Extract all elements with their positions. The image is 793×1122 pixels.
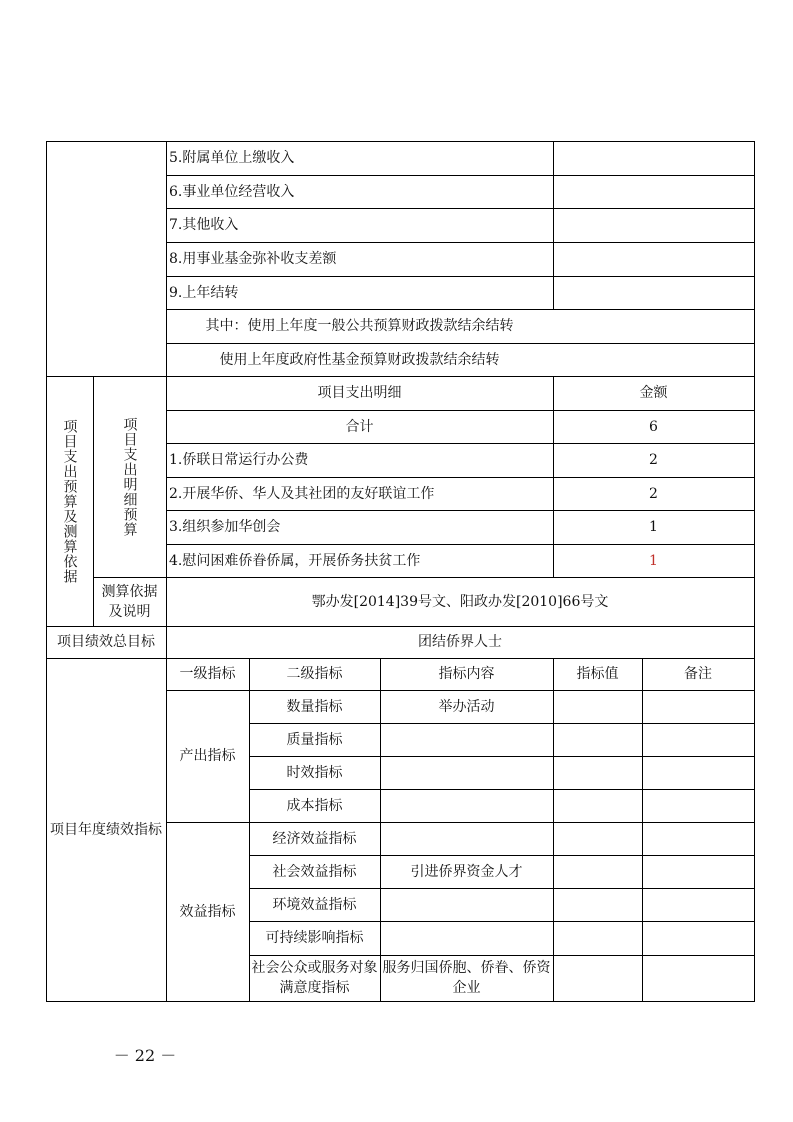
- expenditure-item-amount: 2: [649, 452, 658, 468]
- output-indicator-name: 时效指标: [286, 764, 343, 781]
- table-rule: [249, 955, 755, 956]
- indicator-header: 一级指标: [179, 666, 236, 682]
- table-rule: [166, 276, 755, 277]
- expenditure-item-name: 1.侨联日常运行办公费: [169, 452, 309, 468]
- table-rule: [642, 658, 643, 1002]
- table-rule: [249, 921, 755, 922]
- expenditure-item-amount: 1: [649, 552, 658, 569]
- indicator-header: 指标值: [576, 666, 619, 682]
- revenue-item-label: 8.用事业基金弥补收支差额: [169, 251, 337, 267]
- indicator-header: 指标内容: [438, 666, 495, 682]
- expenditure-item-name: 2.开展华侨、华人及其社团的友好联谊工作: [169, 485, 435, 502]
- benefit-indicator-content: [380, 921, 553, 955]
- goal-text: 团结侨界人士: [418, 634, 502, 650]
- expenditure-header-item: 项目支出明细: [317, 385, 402, 401]
- benefit-indicator-name: 社会公众或服务对象满意度指标: [251, 960, 378, 996]
- benefit-indicator-content: 服务归国侨胞、侨眷、侨资企业: [382, 960, 551, 996]
- expenditure-detail-label: 项目支出明细预算: [121, 416, 138, 537]
- table-rule: [249, 855, 755, 856]
- basis-label: 测算依据及说明: [101, 583, 158, 620]
- output-indicator-content: [380, 789, 553, 822]
- output-indicator-content: [380, 723, 553, 756]
- table-rule: [93, 376, 94, 627]
- output-indicator-name: 成本指标: [286, 797, 343, 814]
- benefit-indicator-content: [380, 822, 553, 855]
- revenue-item-label: 6.事业单位经营收入: [169, 183, 295, 200]
- carryover-line1: 其中：使用上年度一般公共预算财政拨款结余结转: [205, 318, 514, 334]
- table-rule: [166, 175, 755, 176]
- expenditure-total-amount: 6: [649, 418, 658, 435]
- expenditure-item-amount: 1: [649, 519, 658, 535]
- revenue-item-label: 5.附属单位上缴收入: [169, 150, 295, 166]
- indicator-header: 备注: [684, 666, 712, 682]
- table-rule: [249, 789, 755, 790]
- indicator-section-label: 项目年度绩效指标: [50, 821, 162, 838]
- expenditure-section-label: 项目支出预算及测算依据: [61, 418, 78, 584]
- benefit-indicator-content: [380, 888, 553, 921]
- table-rule: [249, 888, 755, 889]
- benefit-indicator-name: 经济效益指标: [272, 830, 357, 847]
- expenditure-total-label: 合计: [345, 418, 374, 435]
- benefit-indicator-content: 引进侨界资金人才: [410, 863, 523, 880]
- table-rule: [553, 141, 554, 310]
- output-indicator-name: 质量指标: [286, 731, 343, 748]
- expenditure-item-name: 4.慰问困难侨眷侨属，开展侨务扶贫工作: [169, 552, 421, 569]
- expenditure-item-name: 3.组织参加华创会: [169, 519, 281, 535]
- output-indicator-name: 数量指标: [286, 698, 343, 715]
- table-rule: [249, 723, 755, 724]
- page-number: － 22 －: [113, 1046, 177, 1065]
- basis-text: 鄂办发[2014]39号文、阳政办发[2010]66号文: [311, 593, 609, 610]
- output-indicator-content: [380, 756, 553, 789]
- expenditure-item-amount: 2: [649, 485, 658, 502]
- benefit-indicator-name: 可持续影响指标: [265, 930, 364, 946]
- table-rule: [166, 141, 755, 142]
- benefit-indicator-name: 环境效益指标: [272, 896, 357, 913]
- table-rule: [166, 242, 755, 243]
- table-rule: [249, 756, 755, 757]
- benefit-group-label: 效益指标: [179, 903, 236, 920]
- goal-label: 项目绩效总目标: [57, 634, 155, 650]
- revenue-item-label: 9.上年结转: [169, 284, 239, 301]
- output-indicator-content: 举办活动: [438, 698, 495, 715]
- table-rule: [166, 208, 755, 209]
- benefit-indicator-name: 社会效益指标: [272, 863, 357, 880]
- indicator-header: 二级指标: [286, 666, 343, 682]
- output-group-label: 产出指标: [179, 748, 236, 764]
- expenditure-header-amount: 金额: [639, 385, 668, 401]
- revenue-item-label: 7.其他收入: [169, 217, 239, 233]
- carryover-line2: 使用上年度政府性基金预算财政拨款结余结转: [219, 351, 500, 368]
